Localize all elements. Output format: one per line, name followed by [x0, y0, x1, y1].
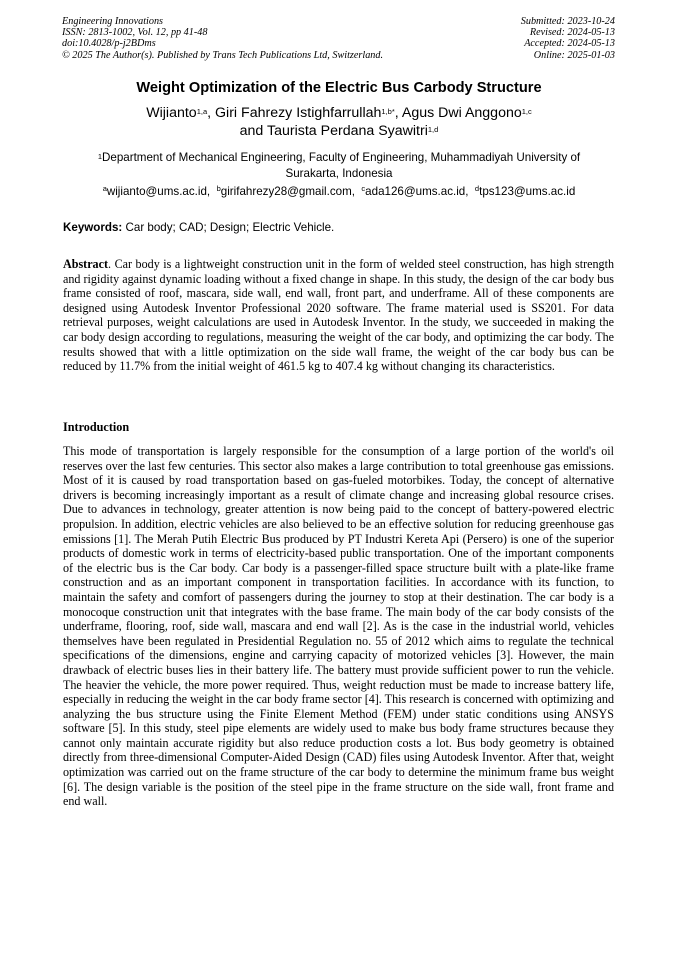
author-name: Giri Fahrezy Istighfarrullah	[215, 105, 382, 121]
email-link[interactable]: wijianto@ums.ac.id,	[106, 185, 211, 198]
journal-header-left	[62, 16, 383, 61]
journal-name: Engineering Innovations	[62, 16, 164, 27]
author-separator: ,	[394, 105, 402, 121]
accepted-date: Accepted: 2024-05-13	[524, 38, 615, 50]
abstract	[63, 257, 614, 374]
keywords-text: Car body; CAD; Design; Electric Vehicle.	[122, 221, 335, 234]
author-line-2	[0, 122, 678, 140]
email-sup: d	[474, 184, 480, 193]
keywords-label: Keywords:	[63, 221, 123, 234]
affiliation-text: Department of Mechanical Engineering, Faculty of Engineering, Muhammadiyah University of Surakarta, Indonesia	[102, 151, 581, 180]
author-sup: 1,a	[196, 107, 208, 116]
affiliation-sup: 1	[97, 152, 102, 161]
paper-title: Weight Optimization of the Electric Bus Carbody Structure	[136, 80, 542, 96]
copyright-line: © 2025 The Author(s). Published by Trans Tech Publications Ltd, Switzerland.	[62, 49, 384, 61]
email-sup: a	[102, 184, 107, 193]
email-link[interactable]: girifahrezy28@gmail.com,	[220, 185, 355, 198]
section-heading-introduction: Introduction	[63, 420, 130, 434]
issn-line: ISSN: 2813-1002, Vol. 12, pp 41-48	[62, 27, 208, 39]
email-sup: b	[216, 184, 221, 193]
doi-line: doi:10.4028/p-j2BDms	[62, 38, 156, 50]
introduction-paragraph: This mode of transportation is largely responsible for the consumption of a large portion of the world's oil reserves over the last few centuries. This sector also makes a large contribution to total greenhouse gas emissions. Most of it is caused by road transportation based on gas-fueled motorbikes. Today, the concept of alternative drivers is becoming increasingly important as a result of climate change and increasing global resource crises. Due to advances in technology, greater attention is now being paid to the concept of battery-powered electric propulsion. In addition, electric vehicles are also believed to be an effective solution for reducing greenhouse gas emissions [1]. The Merah Putih Electric Bus produced by PT Industri Kereta Api (Persero) is one of the superior products of domestic work in terms of electricity-based public transportation. One of the important components of the electric bus is the Car body. Car body is a passenger-filled space structure built with a plate-like frame construction and as an important component in transportation facilities. In accordance with its function, to maintain the safety and comfort of passengers during the journey to stop at their destination. The car body is a monocoque construction unit that integrates with the base frame. The main body of the car body consists of the underframe, flooring, roof, side wall, mascara and end wall [2]. As is the case in the industrial world, vehicles themselves have been regulated in Presidential Regulation no. 55 of 2012 which aims to regulate the technical specifications of the dimensions, engine and carrying capacity of motorized vehicles [3]. However, the main drawback of electric buses lies in their battery life. The battery must provide sufficient power to run the vehicle. The heavier the vehicle, the more power required. Thus, weight reduction must be made to increase battery life, especially in reducing the weight in the car body frame sector [4]. This research is concerned with optimizing and analyzing the bus structure using the Finite Element Method (FEM) under static conditions using ANSYS software [5]. In this study, steel pipe elements are widely used to make bus body frame structures because they cannot only maintain accurate rigidity but also reduce production costs a lot. Bus body geometry is obtained directly from three-dimensional Computer-Aided Design (CAD) files using Autodesk Inventor. After that, weight optimization was carried out on the frame structure of the car body to determine the minimum frame bus weight [6]. The design variable is the position of the steel pipe in the frame structure on the side wall, front frame and end wall.	[63, 444, 614, 809]
keywords	[63, 221, 334, 234]
author-conjunction: and	[239, 123, 268, 139]
author-name: Agus Dwi Anggono	[401, 105, 522, 121]
author-separator: ,	[207, 105, 216, 121]
online-date: Online: 2025-01-03	[533, 49, 615, 61]
abstract-label: Abstract	[63, 257, 109, 271]
author-sup: 1,b*	[381, 107, 395, 116]
author-name: Taurista Perdana Syawitri	[267, 123, 428, 139]
author-line-1	[0, 104, 678, 122]
author-sup: 1,d	[427, 125, 439, 134]
submitted-date: Submitted: 2023-10-24	[520, 16, 615, 27]
email-list	[0, 185, 678, 198]
author-sup: 1,c	[521, 107, 532, 116]
email-link[interactable]: ada126@ums.ac.id,	[365, 185, 469, 198]
abstract-text: . Car body is a lightweight construction unit in the form of welded steel construction, has high strength and rigidity against dynamic loading without a fixed change in shape. In this study, the design of the car body bus frame consisted of roof, mascara, side wall, end wall, front part, and underframe. All of these components are designed using Autodesk Inventor Professional 2020 software. The frame material used is SS201. For data retrieval purposes, weight calculations are used in Autodesk Inventor. In the study, we succeeded in making the car body design according to regulations, measuring the weight of the car body, and optimizing the car body. The results showed that with a little optimization on the side wall frame, the weight of the car body bus can be reduced by 11.7% from the initial weight of 461.5 kg to 407.4 kg without changing its characteristics.	[63, 257, 614, 374]
email-sup: c	[361, 184, 366, 193]
author-name: Wijianto	[146, 105, 197, 121]
email-link[interactable]: tps123@ums.ac.id	[479, 185, 576, 198]
revised-date: Revised: 2024-05-13	[529, 27, 615, 39]
author-list	[0, 104, 678, 140]
affiliation	[70, 150, 608, 182]
journal-header-right	[521, 16, 615, 61]
